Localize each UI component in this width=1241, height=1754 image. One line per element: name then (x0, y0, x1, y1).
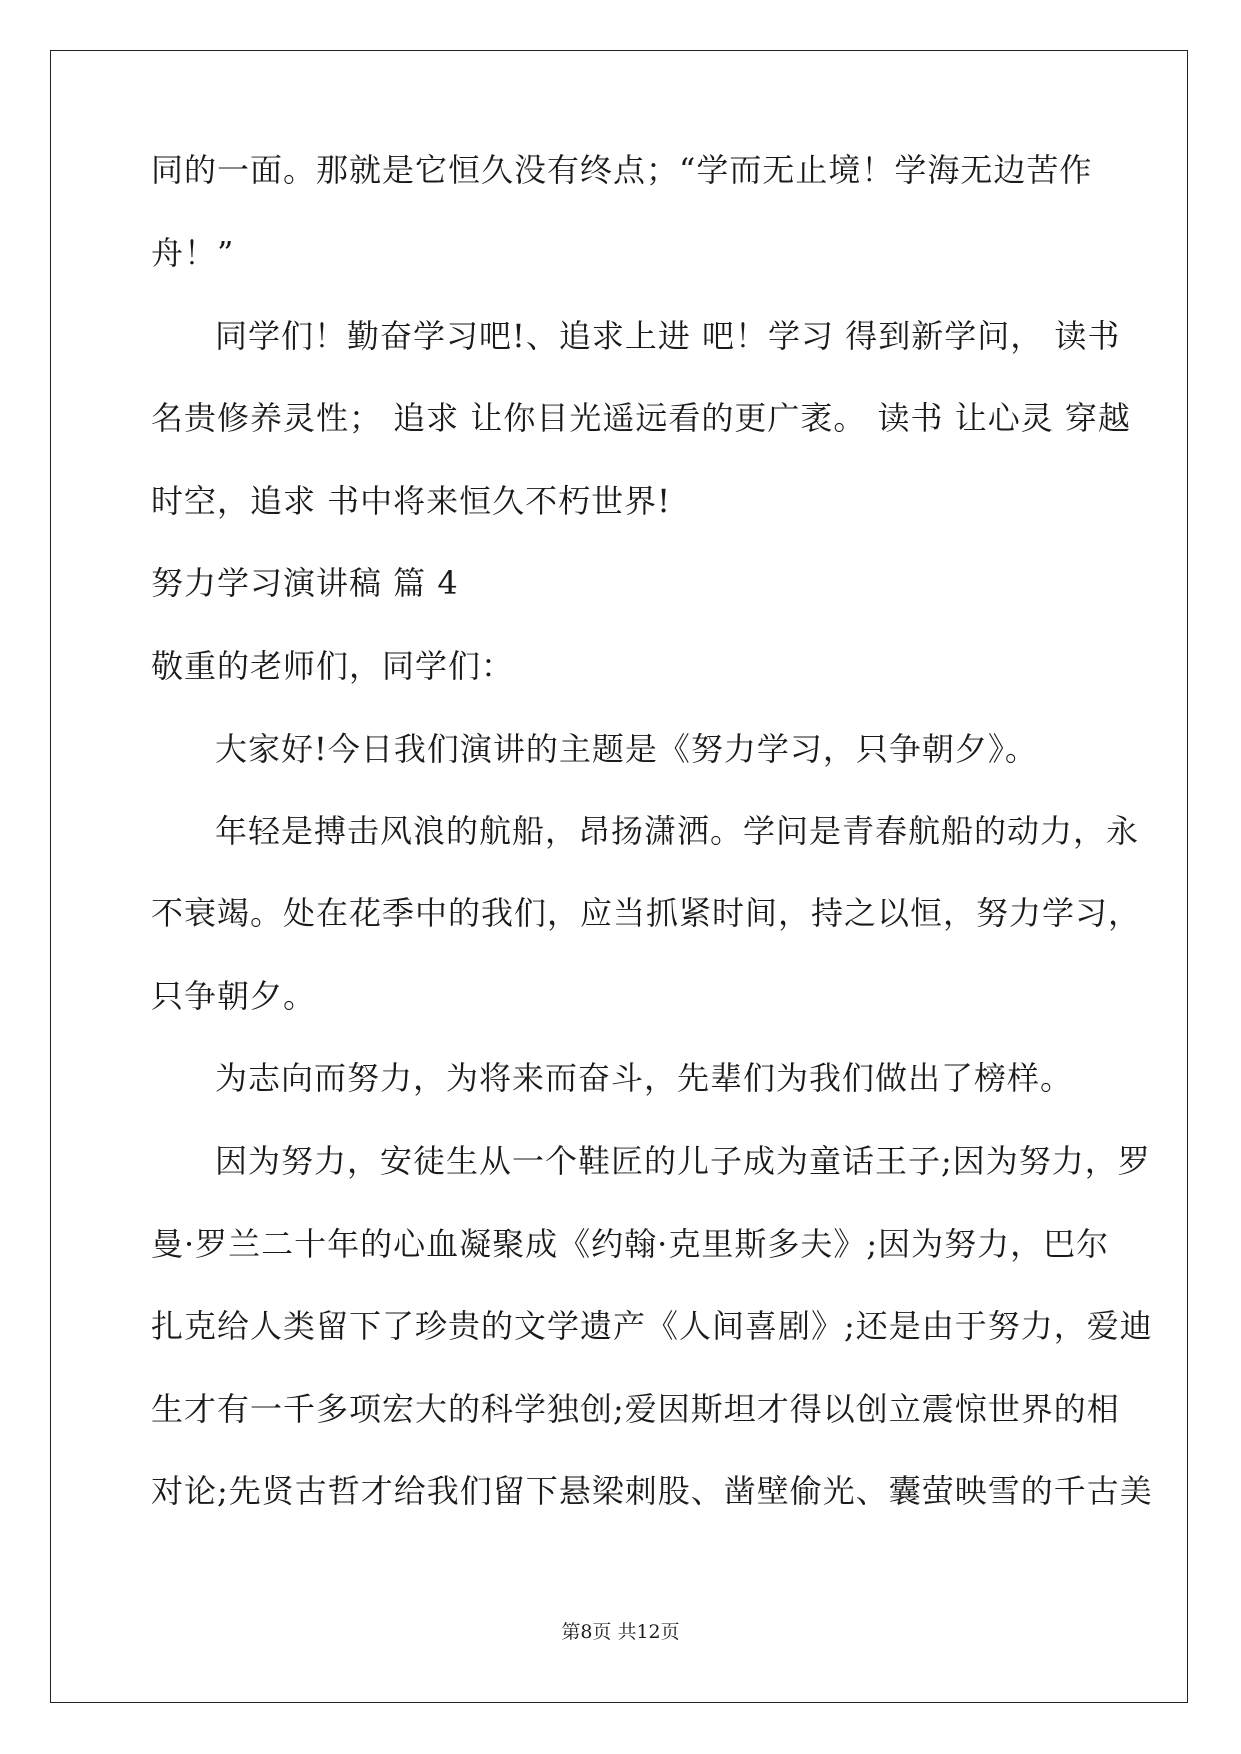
body-text-line: 年轻是搏击风浪的航船，昂扬潇洒。学问是青春航船的动力，永 (215, 812, 1140, 850)
page-number-footer: 第8页 共12页 (561, 1621, 680, 1643)
body-text-line: 同学们！勤奋学习吧!、追求上进 吧！学习 得到新学问， 读书 (215, 317, 1121, 355)
body-text-line: 因为努力，安徒生从一个鞋匠的儿子成为童话王子;因为努力，罗 (215, 1142, 1151, 1180)
body-text-line: 曼·罗兰二十年的心血凝聚成《约翰·克里斯多夫》;因为努力，巴尔 (151, 1225, 1110, 1263)
body-text-line: 舟！” (151, 234, 235, 272)
section-heading: 努力学习演讲稿 篇 4 (151, 564, 459, 602)
page-border (50, 50, 1188, 1703)
body-text-line: 生才有一千多项宏大的科学独创;爱因斯坦才得以创立震惊世界的相 (151, 1390, 1120, 1428)
body-text-line: 为志向而努力，为将来而奋斗，先辈们为我们做出了榜样。 (215, 1059, 1074, 1097)
body-text-line: 不衰竭。处在花季中的我们，应当抓紧时间，持之以恒，努力学习， (151, 894, 1142, 932)
body-text-line: 同的一面。那就是它恒久没有终点；“学而无止境！学海无边苦作 (151, 151, 1093, 189)
body-text-line: 扎克给人类留下了珍贵的文学遗产《人间喜剧》;还是由于努力，爱迪 (151, 1307, 1153, 1345)
body-text-line: 对论;先贤古哲才给我们留下悬梁刺股、凿壁偷光、囊萤映雪的千古美 (151, 1472, 1153, 1510)
salutation: 敬重的老师们，同学们： (151, 647, 515, 685)
body-text-line: 大家好!今日我们演讲的主题是《努力学习，只争朝夕》。 (215, 730, 1038, 768)
body-text-line: 时空，追求 书中将来恒久不朽世界! (151, 482, 672, 520)
body-text-line: 名贵修养灵性； 追求 让你目光遥远看的更广袤。 读书 让心灵 穿越 (151, 399, 1131, 437)
body-text-line: 只争朝夕。 (151, 977, 317, 1015)
